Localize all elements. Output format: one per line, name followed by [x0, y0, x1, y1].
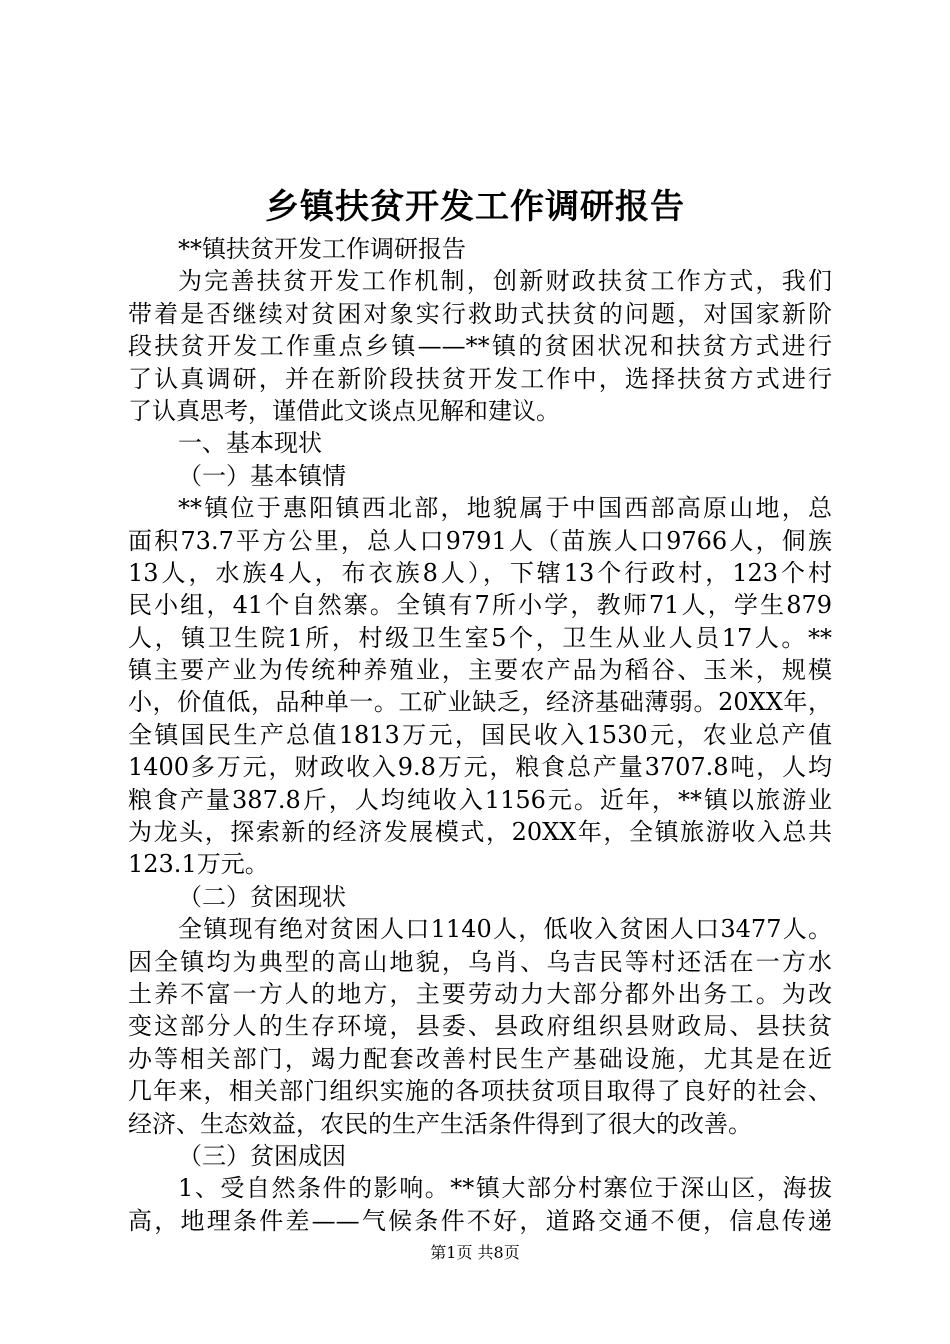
paragraph-line: 段扶贫开发工作重点乡镇——**镇的贫困状况和扶贫方式进行	[128, 332, 832, 361]
paragraph-line: 了认真调研，并在新阶段扶贫开发工作中，选择扶贫方式进行	[128, 364, 832, 393]
paragraph-line: 带着是否继续对贫困对象实行救助式扶贫的问题，对国家新阶	[128, 299, 832, 328]
paragraph-line: 13人，水族4人，布衣族8人），下辖13个行政村，123个村	[128, 558, 832, 587]
subtitle-line: **镇扶贫开发工作调研报告	[178, 235, 466, 263]
paragraph-line: **镇位于惠阳镇西北部，地貌属于中国西部高原山地，总	[178, 494, 832, 523]
paragraph-line: 面积73.7平方公里，总人口9791人（苗族人口9766人，侗族	[128, 526, 832, 555]
paragraph-line: 1400多万元，财政收入9.8万元，粮食总产量3707.8吨，人均	[128, 753, 832, 782]
paragraph-line: 全镇国民生产总值1813万元，国民收入1530元，农业总产值	[128, 720, 832, 749]
paragraph-line: 粮食产量387.8斤，人均纯收入1156元。近年，**镇以旅游业	[128, 785, 832, 814]
paragraph-line: 了认真思考，谨借此文谈点见解和建议。	[128, 396, 560, 425]
paragraph-line: 民小组，41个自然寨。全镇有7所小学，教师71人，学生879	[128, 591, 832, 620]
document-body	[128, 233, 832, 1237]
paragraph-line: 为完善扶贫开发工作机制，创新财政扶贫工作方式，我们	[178, 267, 832, 296]
subsection-heading: （三）贫困成因	[178, 1141, 346, 1170]
paragraph-line: 全镇现有绝对贫困人口1140人，低收入贫困人口3477人。	[178, 915, 832, 944]
paragraph-line: 为龙头，探索新的经济发展模式，20XX年，全镇旅游收入总共	[128, 818, 832, 847]
subsection-heading: （二）贫困现状	[178, 882, 346, 911]
paragraph-line: 人，镇卫生院1所，村级卫生室5个，卫生从业人员17人。**	[128, 623, 832, 652]
paragraph-line: 土养不富一方人的地方，主要劳动力大部分都外出务工。为改	[128, 979, 832, 1008]
paragraph-line: 办等相关部门，竭力配套改善村民生产基础设施，尤其是在近	[128, 1044, 832, 1073]
paragraph-line: 经济、生态效益，农民的生产生活条件得到了很大的改善。	[128, 1109, 752, 1138]
paragraph-line: 高，地理条件差——气候条件不好，道路交通不便，信息传递	[128, 1206, 832, 1235]
subsection-heading: （一）基本镇情	[178, 461, 346, 490]
paragraph-line: 1、受自然条件的影响。**镇大部分村寨位于深山区，海拔	[178, 1174, 832, 1203]
section-heading: 一、基本现状	[178, 429, 322, 458]
paragraph-line: 几年来，相关部门组织实施的各项扶贫项目取得了良好的社会、	[128, 1077, 832, 1106]
paragraph-line: 变这部分人的生存环境，县委、县政府组织县财政局、县扶贫	[128, 1012, 832, 1041]
paragraph-line: 小，价值低，品种单一。工矿业缺乏，经济基础薄弱。20XX年，	[128, 688, 832, 717]
page-footer: 第1页 共8页	[430, 1243, 520, 1262]
paragraph-line: 因全镇均为典型的高山地貌，乌肖、乌吉民等村还活在一方水	[128, 947, 832, 976]
paragraph-line: 123.1万元。	[128, 850, 269, 879]
document-title: 乡镇扶贫开发工作调研报告	[265, 187, 685, 227]
paragraph-line: 镇主要产业为传统种养殖业，主要农产品为稻谷、玉米，规模	[128, 656, 832, 685]
